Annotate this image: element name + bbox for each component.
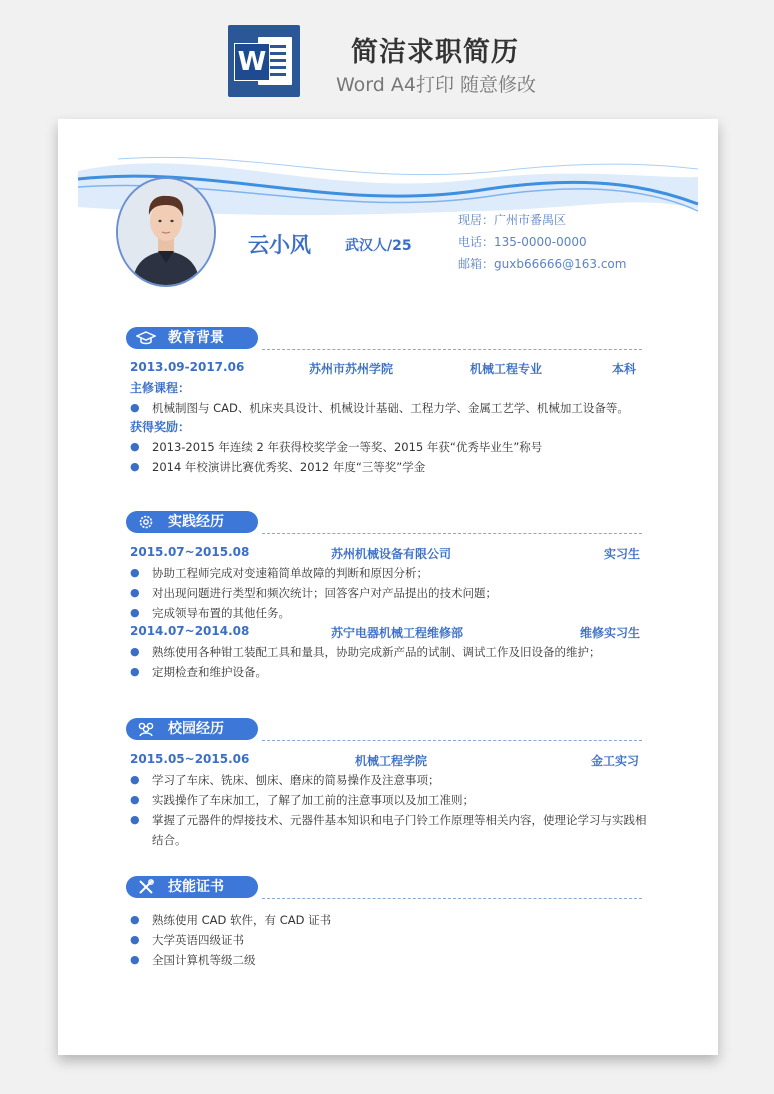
bullet-icon: ● — [130, 953, 140, 966]
contact-phone: 电话：135-0000-0000 — [458, 235, 587, 249]
page-subtitle: Word A4打印 随意修改 — [335, 74, 536, 96]
section-title-skills: 技能证书 — [168, 879, 224, 895]
award-item: 2014 年校演讲比赛优秀奖、2012 年度“三等奖”学金 — [152, 460, 426, 474]
gear-icon — [136, 513, 156, 531]
education-degree: 本科 — [612, 362, 637, 376]
campus-date: 2015.05~2015.06 — [130, 752, 250, 766]
contact-email: 邮箱：guxb66666@163.com — [458, 257, 627, 271]
campus-item: 学习了车床、铣床、刨床、磨床的简易操作及注意事项； — [152, 773, 440, 787]
section-header-campus — [126, 718, 258, 740]
graduation-cap-icon — [136, 329, 156, 347]
education-date: 2013.09-2017.06 — [130, 360, 245, 374]
resume-paper — [58, 119, 718, 1055]
job-date: 2015.07~2015.08 — [130, 545, 250, 559]
bullet-icon: ● — [130, 460, 140, 473]
bullet-icon: ● — [130, 645, 140, 658]
section-divider — [262, 740, 642, 741]
campus-item-continued: 结合。 — [152, 833, 187, 847]
skill-item: 全国计算机等级二级 — [152, 953, 256, 967]
bullet-icon: ● — [130, 665, 140, 678]
contact-address: 现居：广州市番禺区 — [458, 213, 567, 227]
job-role: 实习生 — [604, 547, 641, 561]
bullet-icon: ● — [130, 586, 140, 599]
bullet-icon: ● — [130, 401, 140, 414]
job-item: 熟练使用各种钳工装配工具和量具，协助完成新产品的试制、调试工作及旧设备的维护； — [152, 645, 601, 659]
word-logo-icon — [228, 25, 300, 97]
campus-item: 实践操作了车床加工，了解了加工前的注意事项以及加工准则； — [152, 793, 474, 807]
bullet-icon: ● — [130, 813, 140, 826]
job-item: 对出现问题进行类型和频次统计；回答客户对产品提出的技术问题； — [152, 586, 497, 600]
award-item: 2013-2015 年连续 2 年获得校奖学金一等奖、2015 年获“优秀毕业生”称号 — [152, 440, 543, 454]
tools-icon — [136, 878, 156, 896]
section-title-education: 教育背景 — [168, 330, 224, 346]
section-divider — [262, 533, 642, 534]
job-company: 苏州机械设备有限公司 — [331, 547, 452, 561]
section-title-practice: 实践经历 — [168, 514, 224, 530]
campus-role: 金工实习 — [591, 754, 640, 768]
bullet-icon: ● — [130, 913, 140, 926]
courses-label: 主修课程： — [130, 381, 191, 395]
bullet-icon: ● — [130, 933, 140, 946]
section-title-campus: 校园经历 — [168, 721, 224, 737]
bullet-icon: ● — [130, 566, 140, 579]
job-company: 苏宁电器机械工程维修部 — [331, 626, 464, 640]
skill-item: 大学英语四级证书 — [152, 933, 244, 947]
candidate-name: 云小风 — [248, 233, 311, 257]
avatar — [116, 177, 216, 287]
section-divider — [262, 898, 642, 899]
awards-label: 获得奖励： — [130, 420, 191, 434]
page-title: 简洁求职简历 — [351, 37, 519, 68]
section-header-practice — [126, 511, 258, 533]
job-role: 维修实习生 — [580, 626, 641, 640]
campus-item: 掌握了元器件的焊接技术、元器件基本知识和电子门铃工作原理等相关内容，使理论学习与实践相 — [152, 813, 647, 827]
bullet-icon: ● — [130, 773, 140, 786]
job-item: 定期检查和维护设备。 — [152, 665, 267, 679]
section-header-skills — [126, 876, 258, 898]
job-item: 完成领导布置的其他任务。 — [152, 606, 290, 620]
education-major: 机械工程专业 — [470, 362, 543, 376]
word-logo-letter: W — [234, 43, 270, 81]
education-school: 苏州市苏州学院 — [309, 362, 394, 376]
bullet-icon: ● — [130, 606, 140, 619]
bullet-icon: ● — [130, 440, 140, 453]
skill-item: 熟练使用 CAD 软件，有 CAD 证书 — [152, 913, 332, 927]
section-divider — [262, 349, 642, 350]
campus-org: 机械工程学院 — [355, 754, 428, 768]
people-icon — [136, 720, 156, 738]
section-header-education — [126, 327, 258, 349]
candidate-origin-age: 武汉人/25 — [345, 238, 412, 254]
bullet-icon: ● — [130, 793, 140, 806]
job-date: 2014.07~2014.08 — [130, 624, 250, 638]
course-item: 机械制图与 CAD、机床夹具设计、机械设计基础、工程力学、金属工艺学、机械加工设备等。 — [152, 401, 629, 415]
job-item: 协助工程师完成对变速箱简单故障的判断和原因分析； — [152, 566, 428, 580]
